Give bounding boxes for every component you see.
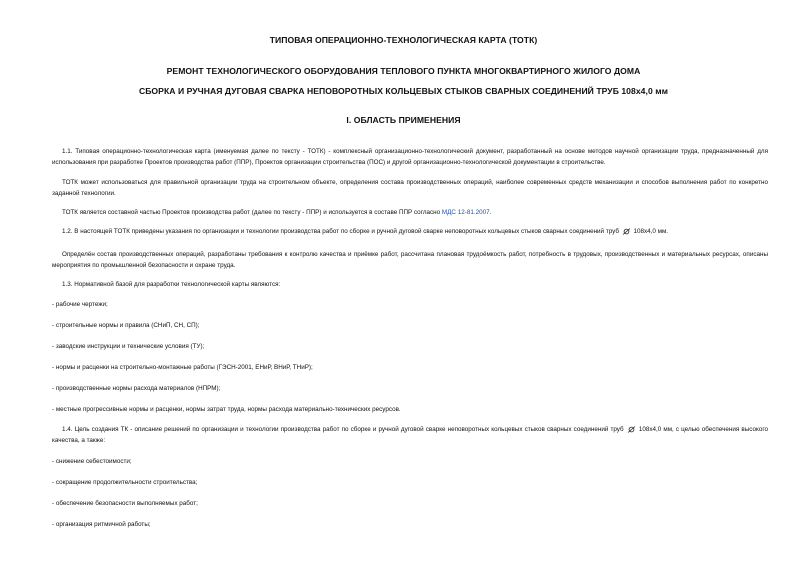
paragraph-totk-part-end: . [489, 209, 492, 216]
mds-12-81-2007-link[interactable]: МДС 12-81.2007 [441, 209, 490, 216]
diameter-icon [627, 426, 636, 433]
list-item: - снижение себестоимости; [52, 458, 132, 465]
list-item: - строительные нормы и правила (СНиП, СН, СП); [52, 322, 200, 329]
diameter-icon [622, 228, 631, 235]
paragraph-1-2 [52, 226, 768, 237]
paragraph-totk-part-text: ТОТК является составной частью Проектов производства работ (далее по тексту - ППР) и используется в составе ППР согласно [62, 209, 442, 216]
list-item: - нормы и расценки на строительно-монтажные работы (ГЭСН-2001, ЕНиР, ВНиР, ТНиР); [52, 364, 313, 371]
paragraph-1-3: 1.3. Нормативной базой для разработки технологической карты являются: [62, 281, 281, 288]
paragraph-1-2-size: 108х4,0 мм. [633, 228, 669, 235]
paragraph-scope: Определён состав производственных операций, разработаны требования к контролю качества и приёмке работ, рассчитана плановая трудоёмкость работ, потребность в трудовых, производственных и материальных ресурсах, описаны мероприятия по промышленной безопасности и охране труда. [52, 251, 768, 269]
paragraph-totk-part [52, 207, 768, 218]
document-title: ТИПОВАЯ ОПЕРАЦИОННО-ТЕХНОЛОГИЧЕСКАЯ КАРТА (ТОТК) [269, 35, 538, 45]
paragraph-totk-usage: ТОТК может использоваться для правильной организации труда на строительном объекте, определения состава производственных операций, наиболее современных средств механизации и способов выполнения работ по конкретно заданной технологии. [52, 179, 768, 197]
section-heading: I. ОБЛАСТЬ ПРИМЕНЕНИЯ [346, 115, 461, 125]
paragraph-1-4-size: 108х4,0 мм, с целью обеспечения высокого качества, а также: [52, 426, 768, 444]
paragraph-1-1: 1.1. Типовая операционно-технологическая карта (именуемая далее по тексту - ТОТК) - комплексный организационно-технологический документ, разработанный на основе методов научной организации труда, предназначенный для использования при разработке Проектов производства работ (ППР), Проектов организации строительства (ПОС) и другой организационно-технологической документации в строительстве. [52, 148, 768, 166]
list-item: - обеспечение безопасности выполняемых работ; [52, 500, 198, 507]
document-subtitle-2: СБОРКА И РУЧНАЯ ДУГОВАЯ СВАРКА НЕПОВОРОТНЫХ КОЛЬЦЕВЫХ СТЫКОВ СВАРНЫХ СОЕДИНЕНИЙ ТРУБ 108х4,0 мм [138, 86, 669, 96]
list-item: - производственные нормы расхода материалов (НПРМ); [52, 385, 221, 392]
document-subtitle-1: РЕМОНТ ТЕХНОЛОГИЧЕСКОГО ОБОРУДОВАНИЯ ТЕПЛОВОГО ПУНКТА МНОГОКВАРТИРНОГО ЖИЛОГО ДОМА [166, 66, 641, 76]
paragraph-1-4 [52, 424, 768, 446]
list-item: - сокращение продолжительности строительства; [52, 479, 198, 486]
list-item: - рабочие чертежи; [52, 301, 108, 308]
list-item: - заводские инструкции и технические условия (ТУ); [52, 343, 205, 350]
paragraph-1-4-text: 1.4. Цель создания ТК - описание решений по организации и технологии производства работ по сборке и ручной дуговой сварке неповоротных кольцевых стыков сварных соединений труб [62, 426, 624, 433]
list-item: - местные прогрессивные нормы и расценки, нормы затрат труда, нормы расхода материально-технических ресурсов. [52, 406, 401, 413]
paragraph-1-2-text: 1.2. В настоящей ТОТК приведены указания по организации и технологии производства работ по сборке и ручной дуговой сварке неповоротных кольцевых стыков сварных соединений труб [62, 228, 619, 235]
list-item: - организация ритмичной работы; [52, 521, 151, 528]
